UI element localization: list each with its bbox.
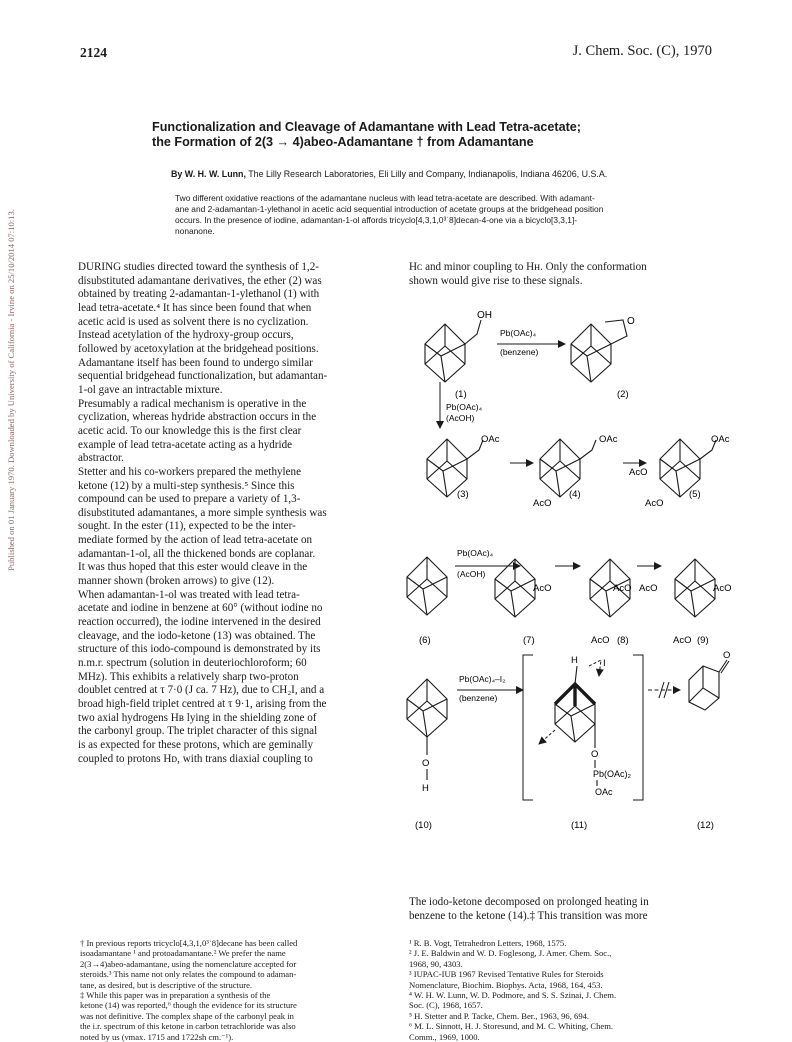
adamantanol-10-structure bbox=[407, 679, 447, 794]
body-line: structure of this iodo-compound is demonstrated by its bbox=[78, 643, 321, 656]
footnote-line: was not definitive. The complex shape of the carbonyl peak in bbox=[80, 1010, 294, 1021]
reagent-label: Pb(OAc)₄ bbox=[500, 328, 537, 338]
body-line: ketone (12) by a multi-step synthesis.⁵ Since this bbox=[78, 479, 295, 492]
article-title bbox=[152, 120, 752, 150]
body-line: cleavage, and the iodo-ketone (13) was obtained. The bbox=[78, 629, 316, 642]
solvent-label: (AcOH) bbox=[446, 413, 475, 423]
body-line: The iodo-ketone decomposed on prolonged heating in bbox=[409, 896, 649, 908]
footnote-line: ketone (14) was reported,⁶ though the evidence for its structure bbox=[80, 1000, 297, 1011]
right-column-top bbox=[409, 261, 729, 288]
body-line: cyclization, whereas hydride abstraction occurs in the bbox=[78, 411, 317, 424]
references bbox=[409, 938, 616, 1042]
solvent-label: (benzene) bbox=[500, 347, 539, 357]
download-watermark bbox=[4, 150, 18, 630]
compound-label: (12) bbox=[697, 820, 714, 831]
body-line: the carbonyl group. The triplet character of this signal bbox=[78, 725, 318, 738]
title-line: the Formation of 2(3 → 4)abeo-Adamantane † from Adamantane bbox=[152, 135, 534, 149]
reagent-label: Pb(OAc)₄–I₂ bbox=[459, 674, 506, 684]
footnote-line: isoadamantane ¹ and protoadamantane.² We prefer the name bbox=[80, 948, 286, 959]
body-line: acetic acid. To our knowledge this is the first clear bbox=[78, 424, 302, 437]
body-line: followed by acetoxylation at the bridgehead positions. bbox=[78, 342, 319, 355]
reference-line: Soc. (C), 1968, 1657. bbox=[409, 1000, 483, 1011]
compound-label: (6) bbox=[419, 635, 431, 646]
abstract bbox=[175, 193, 735, 237]
abstract-line: Two different oxidative reactions of the adamantane nucleus with lead tetra-acetate are described. With adamant- bbox=[175, 193, 595, 203]
solvent-label: (benzene) bbox=[459, 693, 498, 703]
oh-label: OH bbox=[477, 310, 492, 321]
footnote-line: the i.r. spectrum of this ketone in carbon tetrachloride was also bbox=[80, 1021, 296, 1032]
body-line: When adamantan-1-ol was treated with lead tetra- bbox=[78, 588, 300, 601]
hydrogen-label: H bbox=[571, 655, 578, 666]
body-line: is as expected for these protons, which are geminally bbox=[78, 738, 314, 751]
right-column-bottom bbox=[409, 896, 729, 923]
body-line: It was thus hoped that this ester would cleave in the bbox=[78, 561, 308, 574]
body-line: adamantan-1-ol, all the thickened bonds are coplanar. bbox=[78, 547, 316, 560]
footnote-line: tane, as desired, but is descriptive of the structure. bbox=[80, 979, 253, 990]
compound-label: (11) bbox=[571, 820, 588, 831]
ether-oxygen-label: O bbox=[627, 316, 635, 327]
acetate-7-structure bbox=[495, 559, 551, 617]
reference-line: ³ IUPAC-IUB 1967 Revised Tentative Rules for Steroids bbox=[409, 969, 604, 980]
footnote-line: 2(3→4)abeo-adamantane, using the nomenclature accepted for bbox=[80, 958, 297, 969]
abstract-line: nonanone. bbox=[175, 226, 215, 236]
abstract-line: occurs. In the presence of iodine, adamantan-1-ol affords tricyclo[4,3,1,0³˙8]decan-4-one via a bicyclo[3,3,1]- bbox=[175, 215, 578, 225]
affiliation: The Lilly Research Laboratories, Eli Lilly and Company, Indianapolis, Indiana 46206, U.S.A. bbox=[245, 169, 608, 179]
body-line: sought. In the ester (11), expected to be the inter- bbox=[78, 520, 296, 533]
ester-oxygen-label: O bbox=[591, 749, 599, 760]
iodine-label: I bbox=[603, 658, 606, 669]
byline bbox=[171, 169, 607, 179]
hydroxyl-oxygen-label: O bbox=[422, 758, 430, 769]
footnote-line: steroids.³ This name not only relates the compound to adaman- bbox=[80, 969, 297, 980]
lead-label: Pb(OAc)₂ bbox=[593, 769, 631, 779]
footnote-line: ‡ While this paper was in preparation a synthesis of the bbox=[80, 990, 271, 1001]
body-line: compound can be used to prepare a variety of 1,3- bbox=[78, 493, 301, 506]
footnotes-left bbox=[80, 938, 297, 1042]
body-line: n.m.r. spectrum (solution in deuteriochloroform; 60 bbox=[78, 657, 307, 670]
reaction-scheme bbox=[405, 300, 740, 860]
reference-line: ¹ R. B. Vogt, Tetrahedron Letters, 1968, 1575. bbox=[409, 938, 567, 948]
body-line: Instead acetylation of the hydroxy-group occurs, bbox=[78, 329, 294, 342]
body-line: lead tetra-acetate.⁴ It has since been found that when bbox=[78, 301, 312, 314]
author-name: By W. H. W. Lunn, bbox=[171, 169, 246, 179]
ester-intermediate-11-structure bbox=[523, 655, 643, 800]
cyclic-ether-structure bbox=[571, 316, 635, 382]
acetate-3-structure bbox=[427, 434, 500, 497]
aco-label: AcO bbox=[639, 583, 658, 594]
triacetate-5-structure bbox=[629, 434, 730, 509]
footnote-line: noted by us (νmax. 1715 and 1722sh cm.⁻¹). bbox=[80, 1031, 234, 1042]
body-line: example of lead tetra-acetate acting as a hydride bbox=[78, 438, 293, 451]
adamantane-6-structure bbox=[407, 557, 447, 615]
body-line: Adamantane itself has been found to undergo similar bbox=[78, 356, 313, 369]
page-number: 2124 bbox=[80, 45, 107, 60]
aco-label: AcO bbox=[713, 583, 732, 594]
body-line: broad high-field triplet centred at τ 9·1, arising from the bbox=[78, 698, 327, 710]
body-line: benzene to the ketone (14).‡ This transition was more bbox=[409, 909, 648, 922]
diacetate-8-structure bbox=[590, 559, 631, 646]
reference-line: 1968, 90, 4303. bbox=[409, 958, 463, 969]
reference-line: Comm., 1969, 1000. bbox=[409, 1031, 480, 1042]
body-line: acetic acid is used as solvent there is no cyclization. bbox=[78, 315, 309, 328]
compound-label: (7) bbox=[523, 635, 535, 646]
oac-label: OAc bbox=[599, 434, 618, 445]
body-line: disubstituted adamantane derivatives, the ether (2) was bbox=[78, 274, 322, 287]
title-line: Functionalization and Cleavage of Adamantane with Lead Tetra-acetate; bbox=[152, 120, 581, 134]
body-line: acetate and iodine in benzene at 60° (without iodine no bbox=[78, 602, 323, 615]
methylene-ketone-12-structure bbox=[689, 650, 730, 710]
aco-label: AcO bbox=[591, 635, 610, 646]
reference-line: ² J. E. Baldwin and W. D. Foglesong, J. Amer. Chem. Soc., bbox=[409, 948, 612, 959]
download-watermark-text: Published on 01 January 1970. Downloaded by University of California - Irvine on 25/10/2014 07:10:13. bbox=[6, 209, 16, 571]
blocked-arrow bbox=[648, 682, 680, 698]
compound-label: (8) bbox=[617, 635, 629, 646]
body-line: manner shown (broken arrows) to give (12). bbox=[78, 575, 275, 588]
body-line: 1-ol gave an intractable mixture. bbox=[78, 383, 223, 396]
body-line: doublet centred at τ 7·0 (J ca. 7 Hz), due to CH₂I, and a bbox=[78, 684, 325, 697]
compound-label: (10) bbox=[415, 820, 432, 831]
reference-line: ⁶ M. L. Sinnott, H. J. Storesund, and M. C. Whiting, Chem. bbox=[409, 1021, 614, 1032]
aco-label: AcO bbox=[645, 498, 664, 509]
aco-label: AcO bbox=[613, 583, 632, 594]
compound-label: (2) bbox=[617, 389, 629, 400]
compound-label: (9) bbox=[697, 635, 709, 646]
body-line: two axial hydrogens Hʙ lying in the shielding zone of bbox=[78, 711, 317, 724]
oac-label: OAc bbox=[481, 434, 500, 445]
hydroxyl-hydrogen-label: H bbox=[422, 783, 429, 794]
body-line: DURING studies directed toward the synthesis of 1,2- bbox=[78, 261, 319, 273]
aco-label: AcO bbox=[673, 635, 692, 646]
ketone-oxygen-label: O bbox=[723, 650, 731, 661]
oac-label: OAc bbox=[595, 787, 613, 797]
body-line: abstractor. bbox=[78, 452, 124, 465]
compound-label: (5) bbox=[689, 489, 701, 500]
body-line: Presumably a radical mechanism is operative in the bbox=[78, 397, 307, 410]
footnote-line: † In previous reports tricyclo[4,3,1,0³˙8]decane has been called bbox=[80, 938, 298, 948]
compound-label: (3) bbox=[457, 489, 469, 500]
reference-line: Nomenclature, Biochim. Biophys. Acta, 1968, 164, 453. bbox=[409, 979, 603, 990]
body-line: Hᴄ and minor coupling to Hʜ. Only the conformation bbox=[409, 261, 647, 273]
body-line: sequential bridgehead functionalization, but adamantan- bbox=[78, 370, 328, 383]
body-line: mediate formed by the action of lead tetra-acetate on bbox=[78, 534, 313, 547]
body-line: reaction occurred), the iodine intervened in the desired bbox=[78, 616, 321, 629]
journal-header: J. Chem. Soc. (C), 1970 bbox=[572, 43, 712, 59]
body-line: obtained by treating 2-adamantan-1-ylethanol (1) with bbox=[78, 288, 320, 301]
aco-label: AcO bbox=[533, 583, 552, 594]
compound-label: (4) bbox=[569, 489, 581, 500]
oac-label: OAc bbox=[711, 434, 730, 445]
triacetate-9-structure bbox=[639, 559, 731, 646]
reagent-label: Pb(OAc)₄ bbox=[446, 402, 483, 412]
adamantane-ethanol-structure bbox=[425, 310, 492, 382]
body-line: Stetter and his co-workers prepared the methylene bbox=[78, 465, 302, 478]
aco-label: AcO bbox=[533, 498, 552, 509]
solvent-label: (AcOH) bbox=[457, 569, 486, 579]
reagent-label: Pb(OAc)₄ bbox=[457, 548, 494, 558]
body-line: disubstituted adamantanes, a more simple synthesis was bbox=[78, 506, 327, 519]
reference-line: ⁵ H. Stetter and P. Tacke, Chem. Ber., 1963, 96, 694. bbox=[409, 1010, 590, 1021]
abstract-line: ane and 2-adamantan-1-ylethanol in acetic acid sequential introduction of acetate groups at the bridgehead position bbox=[175, 204, 604, 214]
compound-label: (1) bbox=[455, 389, 467, 400]
body-line: shown would give rise to these signals. bbox=[409, 274, 583, 287]
body-line: MHz). This exhibits a relatively sharp two-proton bbox=[78, 670, 299, 683]
reference-line: ⁴ W. H. W. Lunn, W. D. Podmore, and S. S. Szinai, J. Chem. bbox=[409, 990, 617, 1001]
aco-label: AcO bbox=[629, 467, 648, 478]
body-line: coupled to protons Hᴅ, with trans diaxial coupling to bbox=[78, 752, 313, 765]
left-column bbox=[78, 261, 398, 766]
